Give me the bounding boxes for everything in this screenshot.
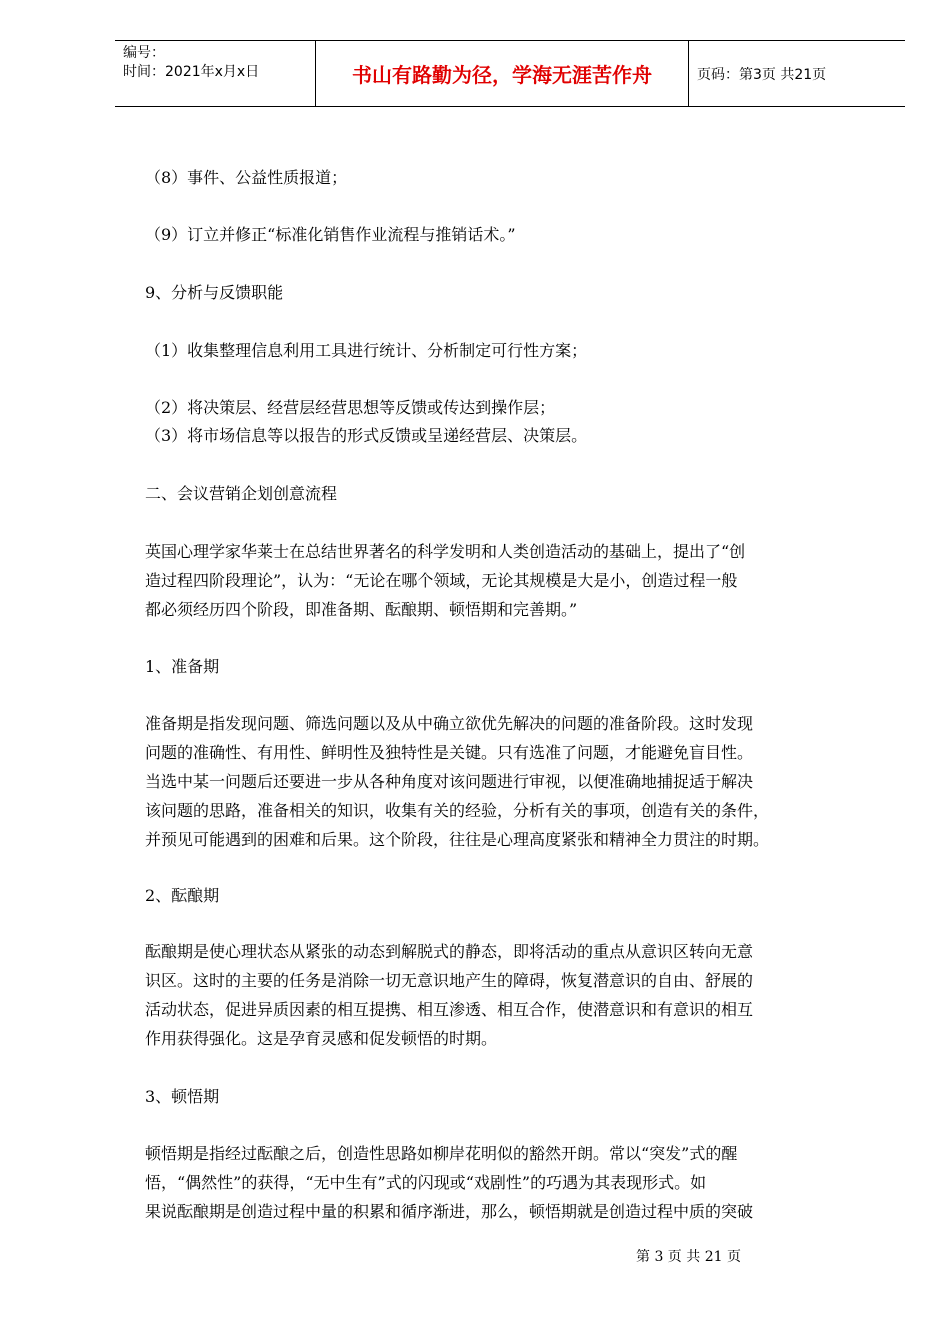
paragraph-line: 准备期是指发现问题、筛选问题以及从中确立欲优先解决的问题的准备阶段。这时发现 <box>145 714 754 733</box>
paragraph-line: 作用获得强化。这是孕育灵感和促发顿悟的时期。 <box>145 1029 498 1048</box>
page-header <box>115 40 905 107</box>
stage-3-title: 3、顿悟期 <box>145 1087 220 1106</box>
paragraph-line: 识区。这时的主要的任务是消除一切无意识地产生的障碍，恢复潜意识的自由、舒展的 <box>145 971 754 990</box>
section-heading-9: 9、分析与反馈职能 <box>145 283 284 302</box>
paragraph-line: 都必须经历四个阶段，即准备期、酝酿期、顿悟期和完善期。” <box>145 600 578 619</box>
paragraph-line: 果说酝酿期是创造过程中量的积累和循序渐进，那么，顿悟期就是创造过程中质的突破 <box>145 1202 754 1221</box>
header-page-number: 页码：第3页 共21页 <box>697 67 827 83</box>
list-item-9: （9）订立并修正“标准化销售作业流程与推销话术。” <box>145 225 516 244</box>
paragraph-line: 问题的准确性、有用性、鲜明性及独特性是关键。只有选准了问题，才能避免盲目性。 <box>145 743 754 762</box>
paragraph-line: 英国心理学家华莱士在总结世界著名的科学发明和人类创造活动的基础上，提出了“创 <box>145 542 746 561</box>
sub-item-1: （1）收集整理信息利用工具进行统计、分析制定可行性方案； <box>145 341 588 360</box>
sub-item-2: （2）将决策层、经营层经营思想等反馈或传达到操作层； <box>145 398 556 417</box>
header-motto: 书山有路勤为径，学海无涯苦作舟 <box>315 40 689 107</box>
paragraph-line: 该问题的思路，准备相关的知识，收集有关的经验，分析有关的事项，创造有关的条件， <box>145 801 770 820</box>
stage-1-paragraph <box>145 709 885 854</box>
paragraph-line: 顿悟期是指经过酝酿之后，创造性思路如柳岸花明似的豁然开朗。常以“突发”式的醒 <box>145 1144 738 1163</box>
list-item-8: （8）事件、公益性质报道； <box>145 168 348 187</box>
section-heading-2: 二、会议营销企划创意流程 <box>145 484 338 503</box>
paragraph-line: 并预见可能遇到的困难和后果。这个阶段，往往是心理高度紧张和精神全力贯注的时期。 <box>145 830 770 849</box>
document-time-label: 时间：2021年x月x日 <box>123 64 260 80</box>
stage-1-title: 1、准备期 <box>145 657 220 676</box>
stage-2-paragraph <box>145 937 885 1053</box>
paragraph-line: 当选中某一问题后还要进一步从各种角度对该问题进行审视，以便准确地捕捉适于解决 <box>145 772 754 791</box>
stage-2-title: 2、酝酿期 <box>145 886 220 905</box>
paragraph-line: 造过程四阶段理论”，认为：“无论在哪个领域，无论其规模是大是小，创造过程一般 <box>145 571 738 590</box>
paragraph-line: 活动状态，促进异质因素的相互提携、相互渗透、相互合作，使潜意识和有意识的相互 <box>145 1000 754 1019</box>
paragraph-line: 悟，“偶然性”的获得，“无中生有”式的闪现或“戏剧性”的巧遇为其表现形式。如 <box>145 1173 707 1192</box>
document-number-label: 编号： <box>123 45 165 61</box>
stage-3-paragraph <box>145 1139 885 1226</box>
header-meta <box>123 44 259 82</box>
sub-item-3: （3）将市场信息等以报告的形式反馈或呈递经营层、决策层。 <box>145 426 588 445</box>
page-footer: 第 3 页 共 21 页 <box>636 1249 741 1265</box>
intro-paragraph <box>145 537 885 624</box>
paragraph-line: 酝酿期是使心理状态从紧张的动态到解脱式的静态，即将活动的重点从意识区转向无意 <box>145 942 754 961</box>
